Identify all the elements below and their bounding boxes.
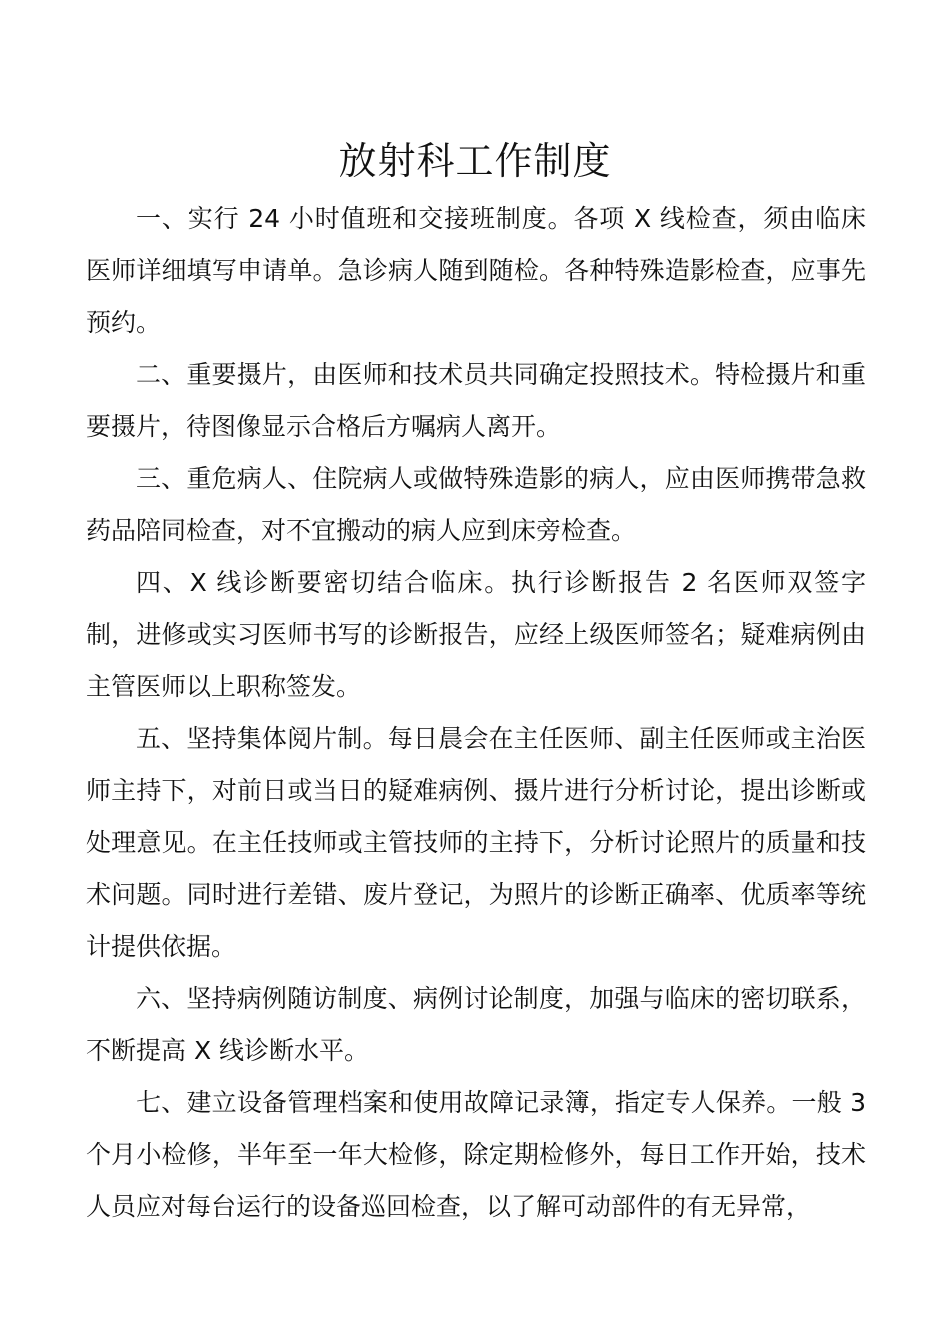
paragraph-5: 五、坚持集体阅片制。每日晨会在主任医师、副主任医师或主治医师主持下，对前日或当日的疑难病例、摄片进行分析讨论，提出诊断或处理意见。在主任技师或主管技师的主持下，分析讨论照片的质量和技术问题。同时进行差错、废片登记，为照片的诊断正确率、优质率等统计提供依据。 (86, 724, 866, 961)
paragraph-6: 六、坚持病例随访制度、病例讨论制度，加强与临床的密切联系，不断提高 X 线诊断水平。 (86, 984, 866, 1065)
paragraph-7: 七、建立设备管理档案和使用故障记录簿，指定专人保养。一般 3 个月小检修，半年至一年大检修，除定期检修外，每日工作开始，技术人员应对每台运行的设备巡回检查，以了解可动部件的有无异常， (86, 1088, 866, 1221)
document-title: 放射科工作制度 (338, 139, 612, 184)
paragraph-1: 一、实行 24 小时值班和交接班制度。各项 X 线检查，须由临床医师详细填写申请单。急诊病人随到随检。各种特殊造影检查，应事先预约。 (86, 204, 866, 337)
paragraph-3: 三、重危病人、住院病人或做特殊造影的病人，应由医师携带急救药品陪同检查，对不宜搬动的病人应到床旁检查。 (86, 464, 866, 545)
paragraph-2: 二、重要摄片，由医师和技术员共同确定投照技术。特检摄片和重要摄片，待图像显示合格后方嘱病人离开。 (86, 360, 866, 441)
paragraph-4: 四、X 线诊断要密切结合临床。执行诊断报告 2 名医师双签字制，进修或实习医师书写的诊断报告，应经上级医师签名；疑难病例由主管医师以上职称签发。 (86, 568, 866, 701)
document-body (86, 193, 866, 1233)
